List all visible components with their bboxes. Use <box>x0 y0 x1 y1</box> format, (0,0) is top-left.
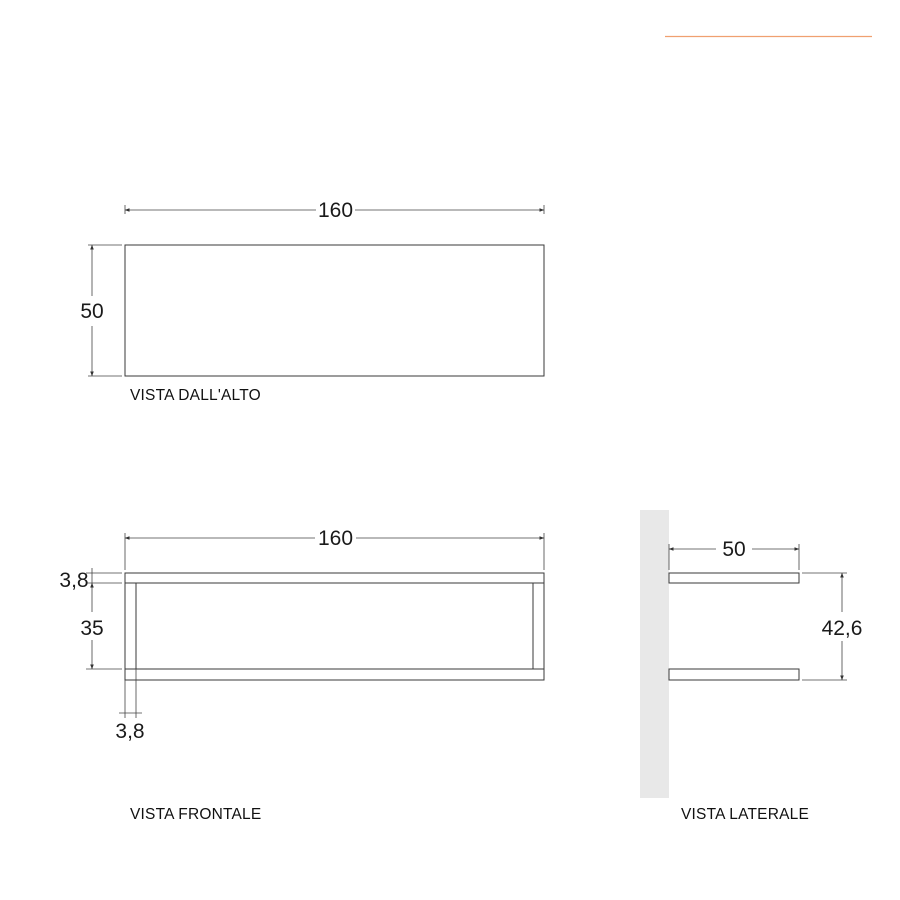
front-view-width-label: 160 <box>317 527 354 550</box>
front-view-caption: VISTA FRONTALE <box>130 806 262 823</box>
side-view-bottom-shelf <box>669 669 799 680</box>
front-view <box>59 527 544 823</box>
wall <box>640 510 669 798</box>
front-view-top-thickness-label: 3,8 <box>59 569 89 592</box>
front-view-bottom-shelf <box>125 669 544 680</box>
side-view-top-shelf <box>669 573 799 583</box>
side-view-caption: VISTA LATERALE <box>681 806 809 823</box>
front-view-side-thickness-label: 3,8 <box>115 720 145 743</box>
top-view-width-label: 160 <box>317 199 354 222</box>
top-view-depth-label: 50 <box>80 300 104 323</box>
front-view-left-post <box>125 583 136 669</box>
top-view-outline <box>125 245 544 376</box>
front-view-top-shelf <box>125 573 544 583</box>
top-view-caption: VISTA DALL'ALTO <box>130 387 261 404</box>
front-view-right-post <box>533 583 544 669</box>
top-view <box>80 199 544 404</box>
side-view <box>640 510 862 823</box>
side-view-height-label: 42,6 <box>821 617 863 640</box>
front-view-inner-height-label: 35 <box>80 617 104 640</box>
side-view-depth-label: 50 <box>722 538 746 561</box>
